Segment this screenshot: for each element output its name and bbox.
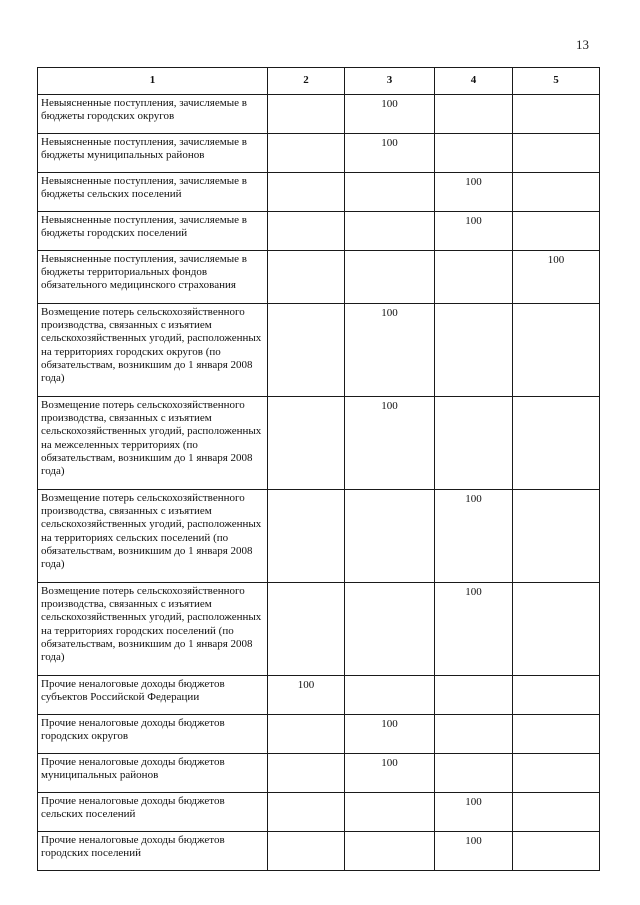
table-row (38, 304, 600, 397)
cell-col-3: 100 (345, 754, 435, 793)
page-number: 13 (576, 37, 589, 52)
cell-col-3: 100 (345, 397, 435, 490)
cell-col-2 (268, 95, 345, 134)
cell-col-5 (513, 715, 600, 754)
cell-col-3: 100 (345, 134, 435, 173)
cell-col-5 (513, 754, 600, 793)
row-description: Возмещение потерь сельскохозяйственного производства, связанных с изъятием сельскохозяйственных угодий, расположенных на территориях городских округов (по обязательствам, возникшим до 1 января 2008 года) (38, 304, 268, 397)
cell-col-3 (345, 676, 435, 715)
cell-col-4: 100 (435, 583, 513, 676)
cell-col-3 (345, 583, 435, 676)
cell-col-2 (268, 832, 345, 871)
cell-col-5 (513, 304, 600, 397)
cell-col-3: 100 (345, 715, 435, 754)
cell-col-3 (345, 832, 435, 871)
cell-col-4: 100 (435, 173, 513, 212)
row-description: Прочие неналоговые доходы бюджетов муниципальных районов (38, 754, 268, 793)
table-row (38, 212, 600, 251)
column-header-3: 3 (345, 68, 435, 95)
cell-col-3 (345, 490, 435, 583)
table-row (38, 583, 600, 676)
row-description: Прочие неналоговые доходы бюджетов сельских поселений (38, 793, 268, 832)
budget-allocation-table (37, 67, 600, 871)
cell-col-4 (435, 754, 513, 793)
cell-col-4: 100 (435, 212, 513, 251)
column-header-4: 4 (435, 68, 513, 95)
cell-col-3 (345, 212, 435, 251)
cell-col-4 (435, 676, 513, 715)
cell-col-5 (513, 490, 600, 583)
row-description: Невыясненные поступления, зачисляемые в бюджеты сельских поселений (38, 173, 268, 212)
table-row (38, 173, 600, 212)
table-row (38, 251, 600, 304)
cell-col-5 (513, 212, 600, 251)
row-description: Прочие неналоговые доходы бюджетов субъектов Российской Федерации (38, 676, 268, 715)
cell-col-5 (513, 134, 600, 173)
cell-col-5 (513, 832, 600, 871)
cell-col-5 (513, 397, 600, 490)
table-row (38, 490, 600, 583)
cell-col-2 (268, 490, 345, 583)
cell-col-2 (268, 134, 345, 173)
cell-col-4 (435, 397, 513, 490)
table-row (38, 676, 600, 715)
row-description: Возмещение потерь сельскохозяйственного производства, связанных с изъятием сельскохозяйственных угодий, расположенных на межселенных территориях (по обязательствам, возникшим до 1 января 2008 года) (38, 397, 268, 490)
row-description: Невыясненные поступления, зачисляемые в бюджеты территориальных фондов обязательного медицинского страхования (38, 251, 268, 304)
table-row (38, 95, 600, 134)
cell-col-2 (268, 397, 345, 490)
column-header-1: 1 (38, 68, 268, 95)
row-description: Прочие неналоговые доходы бюджетов городских округов (38, 715, 268, 754)
cell-col-4 (435, 251, 513, 304)
cell-col-5 (513, 583, 600, 676)
table-row (38, 793, 600, 832)
cell-col-2 (268, 583, 345, 676)
cell-col-4: 100 (435, 832, 513, 871)
column-header-2: 2 (268, 68, 345, 95)
cell-col-2 (268, 304, 345, 397)
table-row (38, 715, 600, 754)
cell-col-4 (435, 134, 513, 173)
row-description: Возмещение потерь сельскохозяйственного производства, связанных с изъятием сельскохозяйственных угодий, расположенных на территориях сельских поселений (по обязательствам, возникшим до 1 января 2008 года) (38, 490, 268, 583)
table-row (38, 832, 600, 871)
header-row (38, 68, 600, 95)
cell-col-2 (268, 173, 345, 212)
table-row (38, 397, 600, 490)
cell-col-4 (435, 95, 513, 134)
cell-col-2: 100 (268, 676, 345, 715)
row-description: Возмещение потерь сельскохозяйственного производства, связанных с изъятием сельскохозяйственных угодий, расположенных на территориях городских поселений (по обязательствам, возникшим до 1 января 2008 года) (38, 583, 268, 676)
cell-col-3 (345, 251, 435, 304)
cell-col-2 (268, 251, 345, 304)
cell-col-2 (268, 754, 345, 793)
cell-col-5: 100 (513, 251, 600, 304)
cell-col-2 (268, 793, 345, 832)
row-description: Невыясненные поступления, зачисляемые в бюджеты городских округов (38, 95, 268, 134)
cell-col-4 (435, 304, 513, 397)
cell-col-3: 100 (345, 304, 435, 397)
column-header-5: 5 (513, 68, 600, 95)
row-description: Невыясненные поступления, зачисляемые в бюджеты муниципальных районов (38, 134, 268, 173)
cell-col-5 (513, 676, 600, 715)
cell-col-3 (345, 793, 435, 832)
table-row (38, 754, 600, 793)
row-description: Прочие неналоговые доходы бюджетов городских поселений (38, 832, 268, 871)
table-row (38, 134, 600, 173)
row-description: Невыясненные поступления, зачисляемые в бюджеты городских поселений (38, 212, 268, 251)
cell-col-4 (435, 715, 513, 754)
cell-col-4: 100 (435, 490, 513, 583)
cell-col-4: 100 (435, 793, 513, 832)
cell-col-5 (513, 95, 600, 134)
cell-col-2 (268, 715, 345, 754)
cell-col-3: 100 (345, 95, 435, 134)
cell-col-2 (268, 212, 345, 251)
cell-col-5 (513, 793, 600, 832)
cell-col-5 (513, 173, 600, 212)
cell-col-3 (345, 173, 435, 212)
